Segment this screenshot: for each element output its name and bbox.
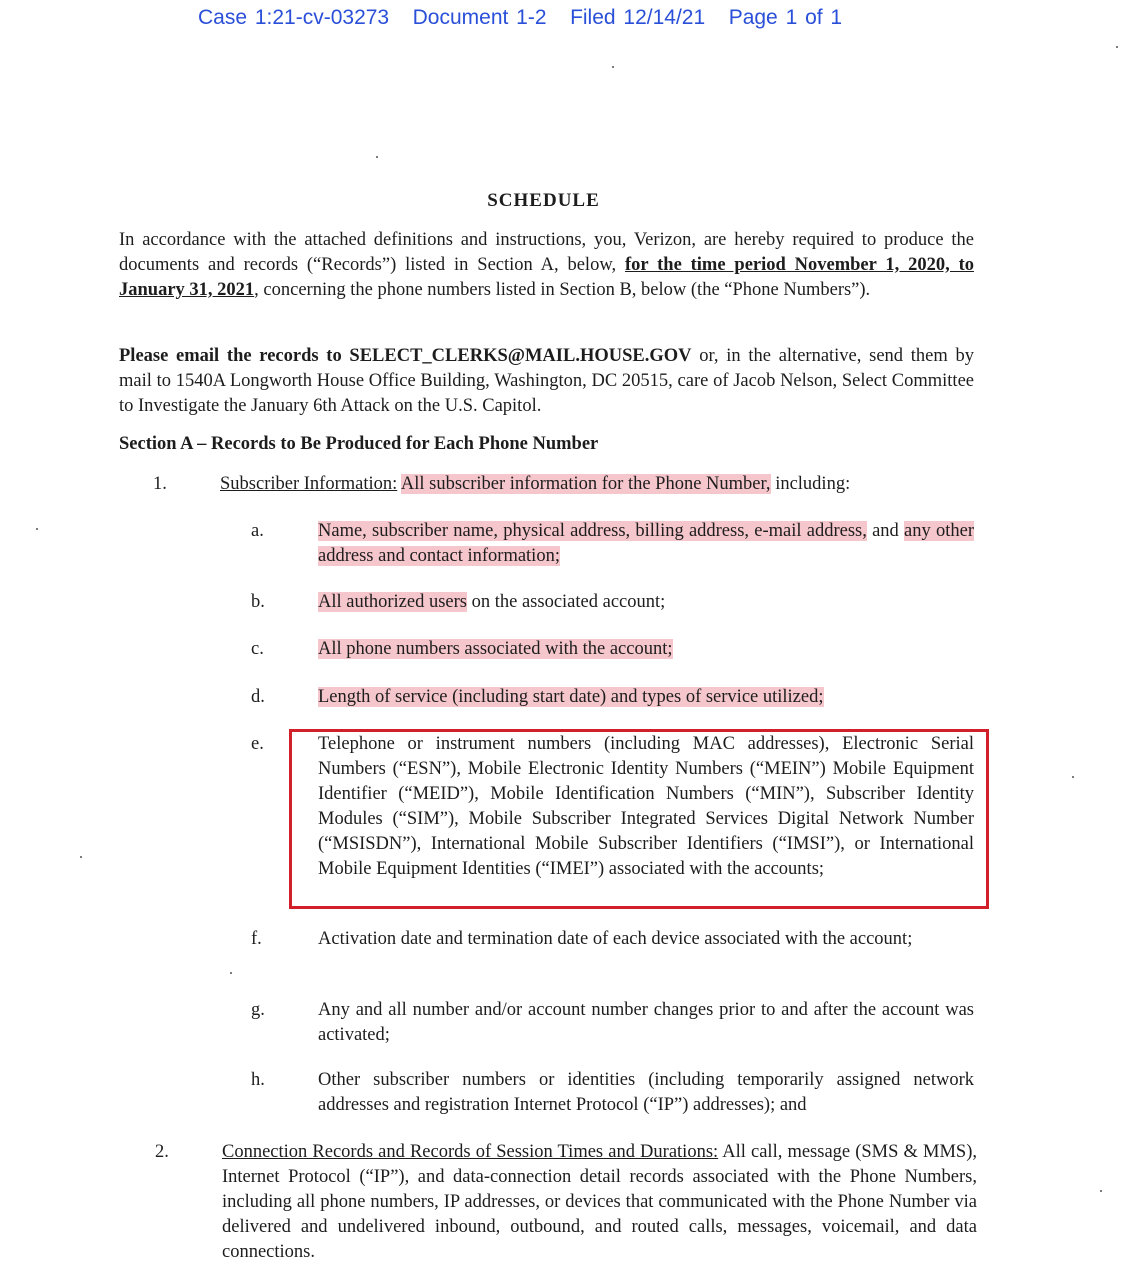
subitem-b-text (318, 590, 974, 615)
item-2-body: All call, message (SMS & MMS), Internet Protocol (“IP”), and data-connection detail records associated with the Phone Numbers, including all phone numbers, IP addresses, or devices that communicated with the Phone Number via delivered and undelivered inbound, outbound, and routed calls, messages, voicemail, and data connections. (222, 1142, 978, 1262)
case-number: Case 1:21-cv-03273 (198, 6, 390, 29)
scan-speck (1072, 776, 1074, 778)
subitem-letter: b. (251, 592, 265, 612)
scan-speck (80, 856, 82, 858)
subitem-letter: c. (251, 639, 264, 659)
subitem-highlight: All phone numbers associated with the account; (318, 639, 673, 659)
subitem-letter: h. (251, 1070, 265, 1090)
subitem-f-text: Activation date and termination date of each device associated with the account; (318, 929, 913, 949)
subitem-letter: g. (251, 1000, 265, 1020)
subitem-highlight: any other address and contact information; (318, 521, 974, 566)
scan-speck (1116, 46, 1118, 48)
subitem-d-text (318, 685, 974, 710)
subitem-text: and (866, 521, 905, 541)
scan-speck (1100, 1190, 1102, 1192)
subitem-highlight: Length of service (including start date) and types of service utilized; (318, 687, 824, 707)
mail-instruction: or, in the alternative, send them by mail to 1540A Longworth House Office Building, Washington, DC 20515, care of Jacob Nelson, Select Committee to Investigate the January 6th Attack on the U.S. Capitol. (119, 346, 974, 416)
subitem-c-text (318, 637, 974, 662)
item-1-number: 1. (153, 474, 167, 494)
subitem-letter: a. (251, 521, 264, 541)
item-2-text (222, 1140, 977, 1265)
court-header (198, 6, 842, 30)
item-2-number: 2. (155, 1142, 169, 1162)
subitem-text: on the associated account; (467, 592, 666, 612)
document-number: Document 1-2 (412, 6, 547, 29)
intro-text-2: , concerning the phone numbers listed in Section B, below (the “Phone Numbers”). (254, 280, 871, 300)
scan-speck (230, 972, 232, 974)
filed-date: Filed 12/14/21 (570, 6, 706, 29)
item-2-heading: Connection Records and Records of Session Times and Durations: (222, 1142, 719, 1162)
subitem-letter: e. (251, 734, 264, 754)
subitem-highlight: Name, subscriber name, physical address, billing address, e-mail address, (318, 521, 867, 541)
item-1-highlight: All subscriber information for the Phone Number, (400, 474, 771, 494)
intro-paragraph (119, 228, 974, 303)
page-number: Page 1 of 1 (728, 6, 843, 29)
email-instruction: Please email the records to SELECT_CLERKS@MAIL.HOUSE.GOV (119, 346, 692, 366)
item-1-heading: Subscriber Information: (220, 474, 398, 494)
intro-text-1: In accordance with the attached definitions and instructions, you, Verizon, are hereby required to produce the documents and records (“Records”) listed in Section A, below, (119, 230, 974, 275)
item-1-line (220, 472, 850, 497)
scan-speck (376, 156, 378, 158)
subitem-letter: d. (251, 687, 265, 707)
subitem-letter: f. (251, 929, 262, 949)
email-paragraph (119, 344, 974, 419)
section-a-heading: Section A – Records to Be Produced for Each Phone Number (119, 434, 599, 454)
subitem-a-text (318, 519, 974, 569)
subitem-g-text: Any and all number and/or account number changes prior to and after the account was activated; (318, 1000, 974, 1045)
page-title: SCHEDULE (487, 190, 600, 211)
subitem-e-text: Telephone or instrument numbers (including MAC addresses), Electronic Serial Numbers (“ESN”), Mobile Electronic Identity Numbers (“MEIN”) Mobile Equipment Identifier (“MEID”), Mobile Identification Numbers (“MIN”), Subscriber Identity Modules (“SIM”), Mobile Subscriber Integrated Services Digital Network Number (“MSISDN”), International Mobile Subscriber Identifiers (“IMSI”), or International Mobile Equipment Identities (“IMEI”) associated with the accounts; (318, 734, 974, 879)
subitem-highlight: All authorized users (318, 592, 467, 612)
subitem-h-text: Other subscriber numbers or identities (including temporarily assigned network addresses and registration Internet Protocol (“IP”) addresses); and (318, 1070, 974, 1115)
scan-speck (612, 66, 614, 68)
scan-speck (36, 528, 38, 530)
time-period: for the time period November 1, 2020, to January 31, 2021 (119, 255, 975, 300)
item-1-tail: including: (770, 474, 851, 494)
